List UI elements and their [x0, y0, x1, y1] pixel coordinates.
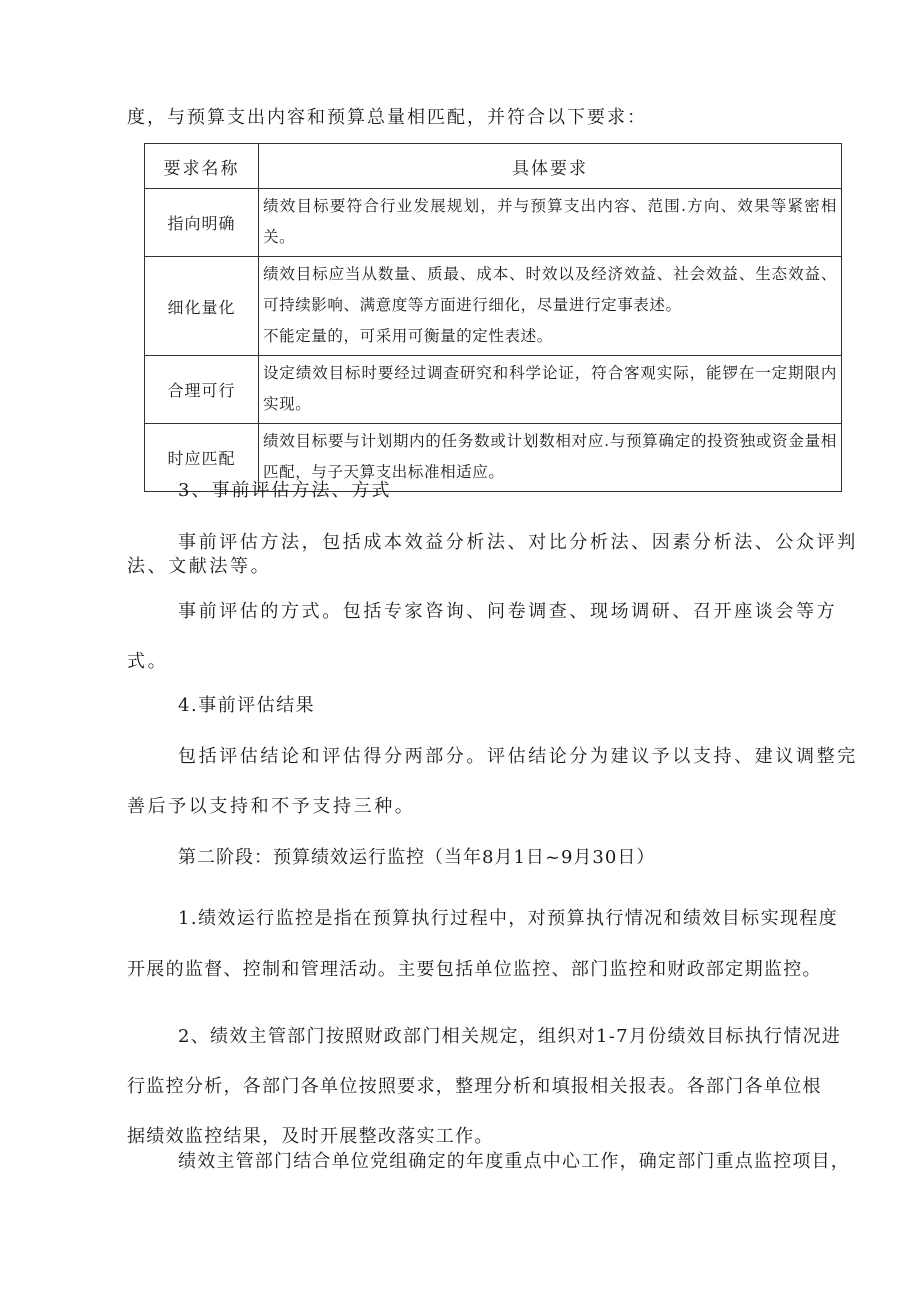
paragraph-line: 法、文献法等。: [127, 556, 272, 577]
section-4-heading: 4.事前评估结果: [178, 695, 316, 716]
row-name: 时应匹配: [145, 424, 259, 492]
paragraph-line: 据绩效监控结果，及时开展整改落实工作。: [127, 1126, 494, 1147]
stage-2-heading: 第二阶段：预算绩效运行监控（当年8月1日~9月30日）: [178, 847, 656, 868]
section-3-heading: 3、事前评估方法、方式: [178, 480, 392, 501]
table-row: [145, 356, 842, 424]
header-requirement-detail: 具体要求: [259, 144, 842, 189]
row-name: 指向明确: [145, 189, 259, 257]
paragraph-line: 2、绩效主管部门按照财政部门相关规定，组织对1-7月份绩效目标执行情况进: [178, 1026, 842, 1047]
paragraph-line: 开展的监督、控制和管理活动。主要包括单位监控、部门监控和财政部定期监控。: [127, 959, 822, 980]
paragraph-line: 1.绩效运行监控是指在预算执行过程中，对预算执行情况和绩效目标实现程度: [178, 908, 839, 929]
row-description-line: 不能定量的，可采用可衡量的定性表述。: [263, 327, 553, 345]
paragraph-line: 事前评估方法，包括成本效益分析法、对比分析法、因素分析法、公众评判: [178, 532, 858, 553]
header-requirement-name: 要求名称: [145, 144, 259, 189]
row-name: 细化量化: [145, 257, 259, 356]
paragraph-line: 善后予以支持和不予支持三种。: [127, 796, 416, 817]
paragraph-line: 事前评估的方式。包括专家咨询、问卷调查、现场调研、召开座谈会等方: [178, 601, 838, 622]
row-description-line: 设定绩效目标时要经过调查研究和科学论证，符合客观实际，能锣在一定期限内实现。: [263, 364, 837, 413]
table-row: [145, 189, 842, 257]
row-description: [259, 189, 842, 257]
row-description: [259, 356, 842, 424]
row-description-line: 绩效目标应当从数量、质最、成本、时效以及经济效益、社会效益、生态效益、可持续影响、满意度等方面进行细化，尽量进行定事表述。: [263, 265, 837, 314]
requirements-table: [144, 143, 842, 492]
row-description-line: 绩效目标要与计划期内的任务数或计划数相对应.与预算确定的投资独或资金量相匹配，与子天算支出标准相适应。: [263, 432, 837, 481]
paragraph-line: 包括评估结论和评估得分两部分。评估结论分为建议予以支持、建议调整完: [178, 746, 858, 767]
table-row: [145, 257, 842, 356]
paragraph-line: 行监控分析，各部门各单位按照要求，整理分析和填报相关报表。各部门各单位根: [127, 1076, 822, 1097]
table-header-row: [145, 144, 842, 189]
paragraph-line: 式。: [127, 651, 169, 672]
intro-line: 度，与预算支出内容和预算总量相匹配，并符合以下要求：: [127, 107, 647, 128]
paragraph-line: 绩效主管部门结合单位党组确定的年度重点中心工作，确定部门重点监控项目，: [178, 1151, 850, 1172]
row-description: [259, 257, 842, 356]
row-name: 合理可行: [145, 356, 259, 424]
row-description-line: 绩效目标要符合行业发展规划，并与预算支出内容、范围.方向、效果等紧密相关。: [263, 197, 837, 246]
